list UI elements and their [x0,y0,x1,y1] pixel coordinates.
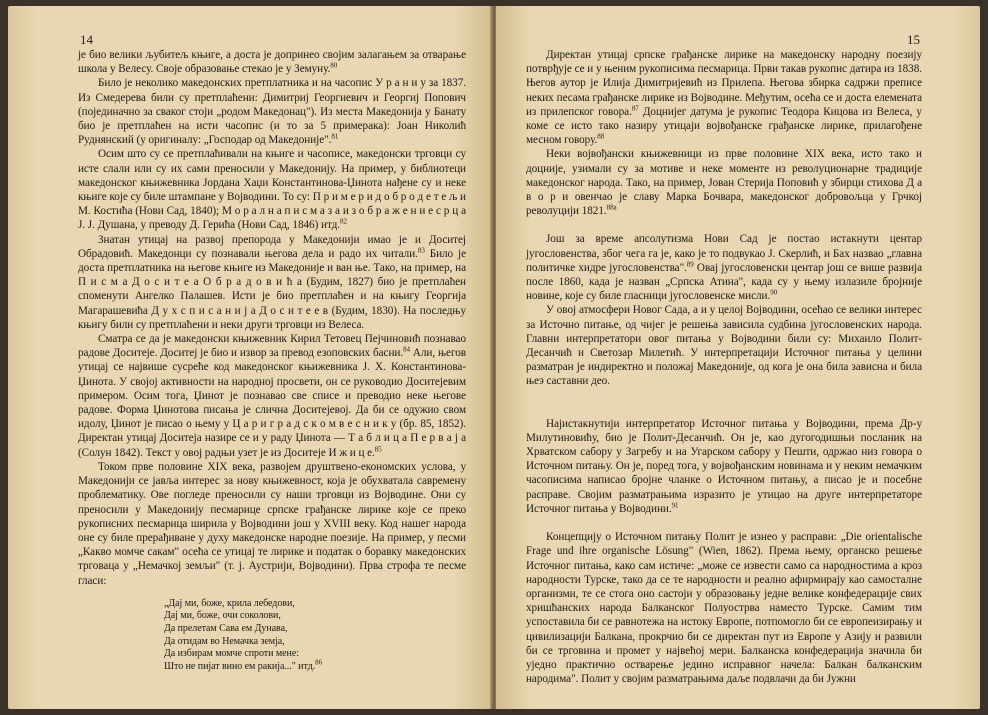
paragraph: Најистакнутији интерпретатор Источног питања у Војводини, према Др-у Милутиновићу, био је Полит-Десанчић. Он је, као дугогодишњи посланик на Хрватском сабору у Загребу и на Угарском сабору у Пешти, одржао низ говора о Источном питању. Он је, поред тога, у војвођанским новинама и у неким немачким часописима написао бројне чланке о Источном питању, а писао је и посебне расправе. Својим разматрањима изразито је утицао на друге интерпретаторе Источног питања у Војводини.$^{91}$ [526,417,922,515]
paragraph: Знатан утицај на развој препорода у Македонији имао је и Доситеј Обрадовић. Македонци су познавали његова дела и радо их читали.$^{83}$ Било је доста претплатника на његове књиге из Македоније и ван ње. Тако, на пример, на П и с м а Д о с и т е а О б р а д о в и ћ а (Будим, 1827) био је претплаћен споменути Ангелко Палашев. Исти је био претплаћен и на књигу Георгија Магарашевића Д у х с п и с а н и ј а Д о с и т е е в (Будим, 1830). На последњу књигу били су претплаћени и неки други трговци из Велеса. [78,233,466,331]
paragraph: Осим што су се претплаћивали на књиге и часописе, македонски трговци су исте слали или су их сами преносили у Македонију. На пример, у библиотеци македонског књижевника Јордана Хаџи Константинова-Џинота нађене су и неке књиге које су биле штампане у Војводини. То су: П р и м е р и д о б р о д е т е љ и М. Костића (Нови Сад, 1840); М о р а л н а п и с м а з а и з о б р а ж е н и е с р ц а J. J. Душана, у преводу Д. Герића (Нови Сад, 1846) итд.$^{82}$ [78,148,466,232]
verse-line: „Дај ми, боже, крила лебедови, [164,597,295,609]
left-page [8,6,492,709]
verse-line: Да прелетам Сава ем Дунава, [164,622,288,634]
paragraph: Директан утицај српске грађанске лирике на македонску народну поезију потврђује се и у њеним рукописима песмарица. Први такав рукопис датира из 1838. Његов аутор је Илија Димитријевић из Прилепа. Његова збирка садржи преписе неких песама грађанске лирике из Војводине. Међутим, осећа се и доста елемената из прилепског говора.$^{87}$ Доцнијег датума је рукопис Теодора Кицова из Велеса, у коме се исто тако назиру утицаји војвођанске грађанске лирике, прилагођене месном говору.$^{88}$ [526,49,922,147]
verse-line: Да избирам момче спроти мене: [164,648,299,660]
verse-line: Што не пијат вино ем ракија..." итд.$^{86}$ [164,658,323,672]
paragraph: је био велики љубитељ књиге, а доста је допринео својим залагањем за отварање школа у Велесу. Своје образовање стекао је у Земуну.$^{80}$ [78,49,466,76]
page-number-right: 15 [907,32,920,47]
paragraph: Концепцију о Источном питању Полит је изнео у расправи: „Die orientalische Frage und ihre organische Lösung" (Wien, 1862). Према њему, органско решење Источног питања, како сам истиче: „може се извести само са народностима а кроз народности Турске, тако да се те народности и реално афирмирају као самосталне организми, те се стога оно састоји у образовању једне велике конфедерације свих хришћанских народа Балканског Полуострва наместо Турске. Самим тим успоставила би се равнотежа на истоку Европе, потпомогло би се европеизирању и цивилизацији Балкана, прокрчио би се директан пут из Европе у Азију и развили би се трговина и промет у највећој мери. Балканска конфедерација значила би уједно практично остварење једино исправног начела: Балкан балканским народима". Полит у својим разматрањима даље подвлачи да би Јужни [526,531,922,686]
right-page [496,6,980,709]
right-page-text [526,48,922,686]
paragraph: Сматра се да је македонски књижевник Кирил Тетовец Пејчиновић познавао радове Доситеје. Доситеј је био и извор за превод езоповских басни.$^{84}$ Али, његов утицај се највише сусреће код македонског књижевника Ј. Х. Константинова-Џинота. У својој активности на народној просвети, он се руководио Доситејевим примером. Осим тога, Џинот је познавао све списе и преводио неке његове радове. Форма Џинотова писања је слична Доситејевој. Да би се одужио свом идолу, Џинот је писао о њему у Ц а р и г р а д с к о м в е с н и к у (бр. 85, 1852). Директан утицај Доситеја назире се и у раду Џинота — Т а б л и ц а П е р в а ј а (Солун 1842). Текст у овој радњи узет је из Доситеје И ж и ц е.$^{85}$ [78,333,466,459]
page-number-left: 14 [80,32,93,47]
paragraph: Било је неколико македонских претплатника и на часопис У р а н и у за 1837. Из Смедерева били су претплаћени: Димитриј Георгиевич и Георгиј Попович (појединачно за сваког стоји „родом Македонац"). Из места Македонија у Банату био је претплаћен на исти часопис (и то за 5 примерака): Јоан Николић Руднянский (у оригиналу: „Господар од Македоније".$^{81}$ [78,77,466,147]
poem-quote [164,598,466,674]
left-page-text [78,48,466,673]
paragraph: Неки војвођански књижевници из прве половине XIX века, исто тако и доцније, узимали су за мотиве и неке моменте из револуционарне традиције македонског народа. Тако, на пример, Јован Стерија Поповић у збирци стихова Д а в о р и овенчао је славу Марка Бочвара, македонског добровољца у Грчкој револуцији 1821.$^{88а}$ [526,148,922,218]
paragraph: У овој атмосфери Новог Сада, а и у целој Војводини, осећао се велики интерес за Источно питање, од чијег је решења зависила судбина југословенских народа. Главни интерпретатори овог питања у Војводини били су: Михаило Полит-Десанчић и Светозар Милетић. У интерпретацији Источног питања у целини разматран је индиректно и положај Македоније, од кога је она била зависна и била њеэ саставни део. [526,304,922,388]
verse-line: Дај ми, боже, очи соколови, [164,610,281,622]
paragraph: Још за време апсолутизма Нови Сад је постао истакнути центар југословенства, због чега га је, како је то подвукао Ј. Скерлић, и Бах назвао „главна политичке хидре југословенства".$^{89}$ Овај југословенски центар још се више развија после 1860, када је назван „Српска Атина", када су у њему излазиле бројније новине, које су биле гласници југословенске мисли.$^{90}$ [526,233,923,303]
verse-line: Да отидам во Немачка земја, [164,635,285,647]
paragraph: Током прве половине XIX века, развојем друштвено-економских услова, у Македонији се јавља интерес за нову књижевност, која је обухватала савремену проблематику. Ове погледе преносили су наши трговци из Војводине. Они су преносили у Македонију песмарице српске грађанске лирике које се преко рукописних песмарица ширила у Војводини још у XVIII веку. Код нашег народа оне су биле прерађиване у духу македонске народне поезије. На пример, у песми „Какво момче сакам" осећа се утицај те лирике и податак о боравку македонских трговаца у „Немачкој земљи" (т. ј. Аустрији, Војводини). Прва строфа те песме гласи: [78,460,466,587]
